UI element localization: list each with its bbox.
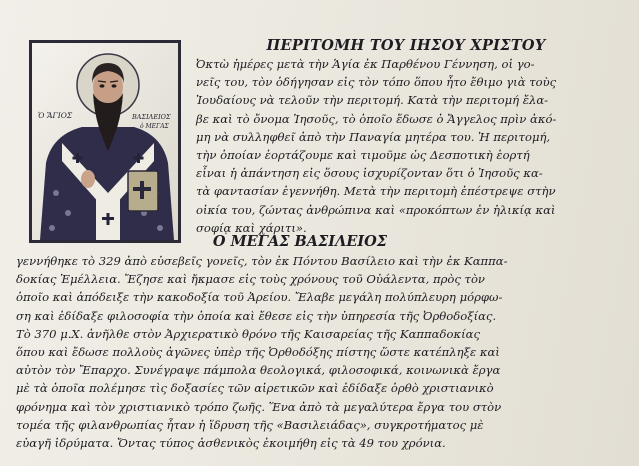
section2-line: ὅπου καὶ ἔδωσε πολλοὺς ἀγῶνες ὑπὲρ τῆς Ὀρθοδόξης πίστης ὥστε κατέπληξε καὶ xyxy=(16,345,500,360)
section2-line: ση καὶ ἐδίδαξε φιλοσοφία τὴν ὁποία καὶ ἔθεσε εἰς τὴν ὑπηρεσία τῆς Ὀρθοδοξίας. xyxy=(16,308,497,323)
section1-line: οἰκία του, ζώντας ἀνθρώπινα καὶ «προκόπτων ἐν ἡλικίᾳ καὶ xyxy=(196,202,556,217)
section2-line: φρόνημα καὶ τὸν χριστιανικὸ τρόπο ζωῆς. Ἕνα ἀπὸ τὰ μεγαλύτερα ἔργα του στὸν xyxy=(16,399,502,414)
section1-line: Ἰουδαίους νὰ τελοῦν τὴν περιτομή. Κατὰ τὴν περιτομή ἔλα- xyxy=(196,93,549,108)
section1-line: τὰ φαντασίαν ἐγεννήθη. Μετὰ τὴν περιτομὴ ἐπέστρεψε στὴν xyxy=(196,184,556,199)
section2-line: γεννήθηκε τὸ 329 ἀπὸ εὐσεβεῖς γονεῖς, τὸν ἐκ Πόντου Βασίλειο καὶ τὴν ἐκ Καππα- xyxy=(16,254,508,268)
section2-title: Ο ΜΕΓΑΣ ΒΑΣΙΛΕΙΟΣ xyxy=(212,233,388,250)
section2-line: αὐτὸν τὸν Ἔπαρχο. Συνέγραψε πάμπολα θεολογικά, φιλοσοφικά, κοινωνικὰ ἔργα xyxy=(16,363,501,378)
icon-inscription-right: ΒΑΣΙΛΕΙΟΣ xyxy=(132,113,171,121)
section2-line: ὁποῖο καὶ ἀπόδειξε τὴν κακοδοξία τοῦ Ἀρείου. Ἔλαβε μεγάλη πολύπλευρη μόρφω- xyxy=(16,290,503,305)
section1-title: ΠΕΡΙΤΟΜΗ ΤΟΥ ΙΗΣΟΥ ΧΡΙΣΤΟΥ xyxy=(266,37,546,54)
section2-line: μὲ τὰ ὁποῖα πολέμησε τὶς δοξασίες τῶν αἱρετικῶν καὶ ἐδίδαξε ὀρθὸ χριστιανικὸ xyxy=(16,381,494,396)
section1-line: σοφίᾳ καὶ χάριτι». xyxy=(196,220,307,235)
section1-line: μη νὰ συλληφθεῖ ἀπὸ τὴν Παναγία μητέρα του. Ἡ περιτομή, xyxy=(196,129,551,144)
section1-paragraph xyxy=(196,55,556,237)
saint-basil-icon xyxy=(29,40,181,243)
section2-line: τομέα τῆς φιλανθρωπίας ἦταν ἡ ἵδρυση τῆς «Βασιλειάδας», συγκροτήματος μὲ xyxy=(16,417,484,432)
section2-line: Τὸ 370 μ.Χ. ἀνῆλθε στὸν Ἀρχιερατικὸ θρόνο τῆς Καισαρείας τῆς Καππαδοκίας xyxy=(16,326,480,341)
section1-line: εἶναι ἡ ἀπάντηση εἰς ὅσους ἰσχυρίζονταν ὅτι ὁ Ἰησοῦς κα- xyxy=(196,166,543,181)
section1-line: νεῖς του, τὸν ὁδήγησαν εἰς τὸν τόπο ὅπου ἦτο ἔθιμο γιὰ τοὺς xyxy=(196,75,557,90)
icon-inscription-left: Ὁ ἍΓΙΟΣ xyxy=(38,111,73,120)
saint-icon-image xyxy=(32,43,178,240)
icon-inscription-right-sub: ὁ ΜΕΓΑΣ xyxy=(140,123,169,130)
section1-line: βε καὶ τὸ ὄνομα Ἰησοῦς, τὸ ὁποῖο ἔδωσε ὁ Ἄγγελος πρὶν ἀκό- xyxy=(196,111,557,126)
section2-line: δοκίας Ἐμέλλεια. Ἔζησε καὶ ἤκμασε εἰς τοὺς χρόνους τοῦ Οὐάλεντα, πρὸς τὸν xyxy=(16,272,485,287)
section2-paragraph xyxy=(16,252,508,452)
section2-line: εὐαγῆ ἱδρύματα. Ὄντας τύπος ἀσθενικὸς ἐκοιμήθη εἰς τὰ 49 του χρόνια. xyxy=(16,436,446,451)
section1-line: τὴν ὁποίαν ἑορτάζουμε καὶ τιμοῦμε ὡς Δεσποτικὴ ἑορτή xyxy=(196,148,530,163)
section1-line: Ὀκτὼ ἡμέρες μετὰ τὴν Ἁγία ἐκ Παρθένου Γέννηση, οἱ γο- xyxy=(196,57,535,71)
